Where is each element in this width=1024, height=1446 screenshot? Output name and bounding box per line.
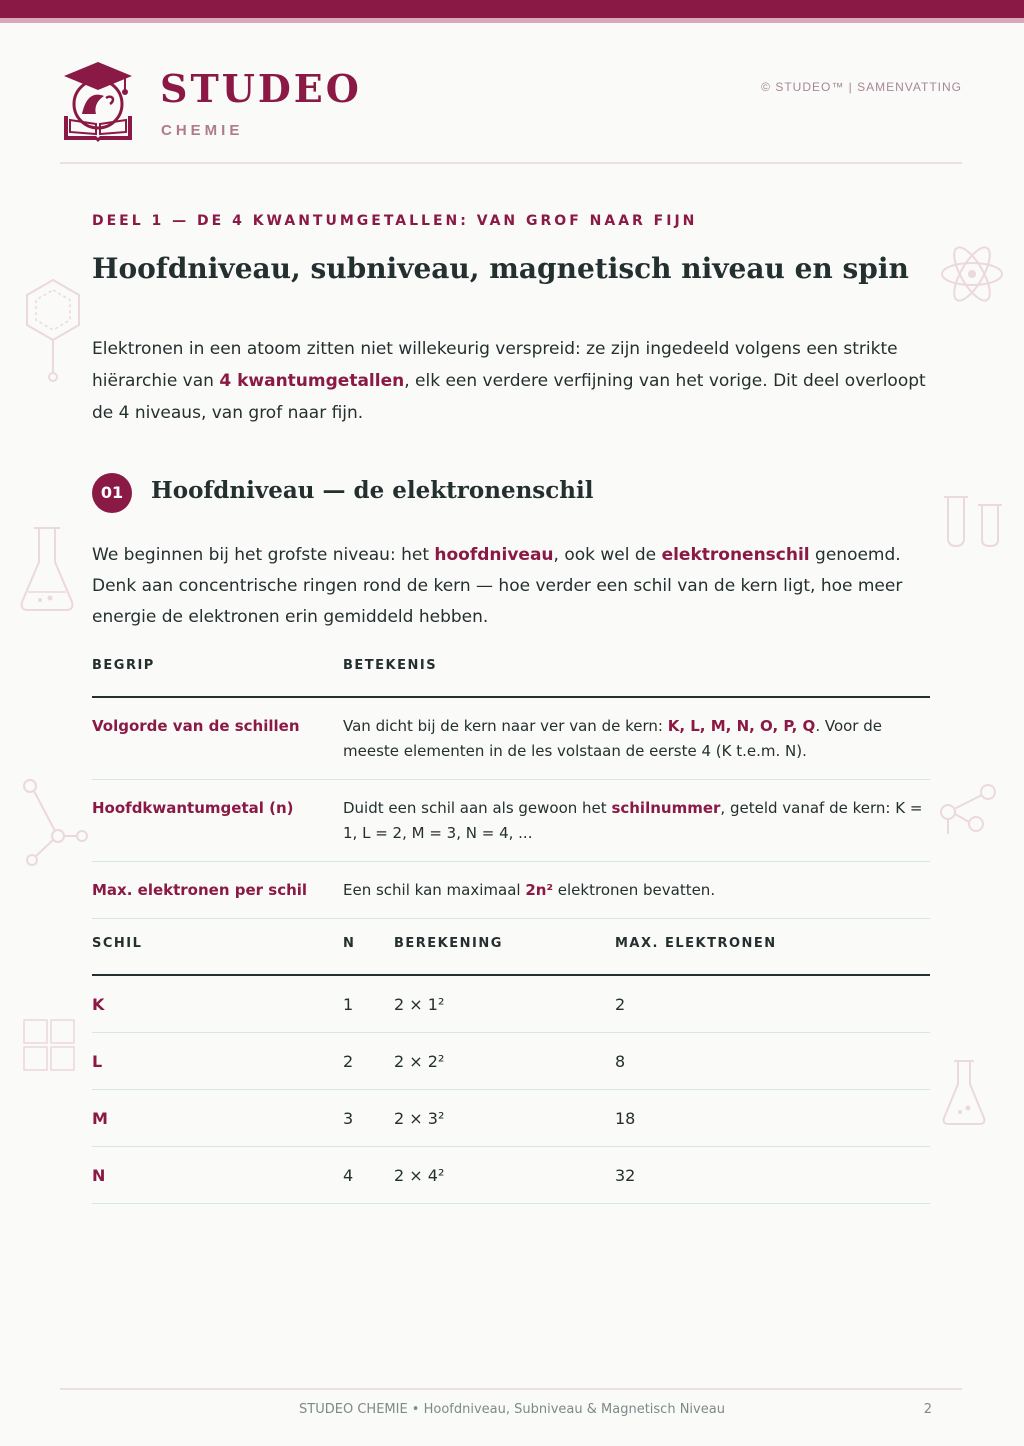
max-cell: 32: [615, 1147, 930, 1204]
top-accent-bar: [0, 0, 1024, 18]
column-header: SCHIL: [92, 928, 343, 975]
table-row: [92, 975, 930, 1033]
table-row: [92, 1033, 930, 1090]
footer-divider: [60, 1388, 962, 1390]
terms-table: [92, 650, 930, 919]
max-cell: 18: [615, 1090, 930, 1147]
column-header: BEGRIP: [92, 650, 343, 697]
term-cell: Hoofdkwantumgetal (n): [92, 780, 343, 862]
periodic-table-icon: [22, 1018, 76, 1072]
n-cell: 4: [343, 1147, 394, 1204]
max-cell: 2: [615, 975, 930, 1033]
section-number-badge: 01: [92, 473, 132, 513]
term-cell: Max. elektronen per schil: [92, 862, 343, 919]
table-row: [92, 780, 930, 862]
definition-cell: Duidt een schil aan als gewoon het schilnummer, geteld vanaf de kern: K = 1, L = 2, M = 3, N = 4, ...: [343, 780, 930, 862]
calc-cell: 2 × 4²: [394, 1147, 615, 1204]
section-title: Hoofdniveau — de elektronenschil: [151, 477, 594, 504]
graduation-book-logo-icon: [60, 60, 136, 144]
section-lead-paragraph: We beginnen bij het grofste niveau: het hoofdniveau, ook wel de elektronenschil genoemd. Denk aan concentrische ringen rond de kern — hoe verder een schil van de kern ligt, hoe meer energie de elektronen erin gemiddeld hebben.: [92, 545, 903, 627]
table-row: [92, 697, 930, 780]
column-header: MAX. ELEKTRONEN: [615, 928, 930, 975]
shell-cell: L: [92, 1033, 343, 1090]
hexagon-molecule-icon: [22, 276, 84, 386]
page-title: Hoofdniveau, subniveau, magnetisch niveau en spin: [92, 252, 909, 285]
share-molecule-icon: [936, 782, 998, 842]
definition-cell: Een schil kan maximaal 2n² elektronen bevatten.: [343, 862, 930, 919]
footer-text: STUDEO CHEMIE • Hoofdniveau, Subniveau & Magnetisch Niveau: [299, 1402, 725, 1417]
brand-name: STUDEO: [160, 66, 362, 111]
brand-subject: CHEMIE: [161, 122, 244, 139]
table-row: [92, 1090, 930, 1147]
intro-highlight: 4 kwantumgetallen: [219, 371, 405, 391]
calc-cell: 2 × 3²: [394, 1090, 615, 1147]
calc-cell: 2 × 1²: [394, 975, 615, 1033]
flask-icon: [18, 526, 76, 614]
intro-paragraph: Elektronen in een atoom zitten niet willekeurig verspreid: ze zijn ingedeeld volgens een strikte hiërarchie van 4 kwantumgetallen, elk een verdere verfijning van het vorige. Dit deel overloopt de 4 niveaus, van grof naar fijn.: [92, 339, 926, 423]
header-meta: © STUDEO™ | SAMENVATTING: [761, 80, 962, 94]
column-header: BETEKENIS: [343, 650, 930, 697]
n-cell: 1: [343, 975, 394, 1033]
shell-cell: N: [92, 1147, 343, 1204]
max-cell: 8: [615, 1033, 930, 1090]
term-cell: Volgorde van de schillen: [92, 697, 343, 780]
column-header: BEREKENING: [394, 928, 615, 975]
header-divider: [60, 162, 962, 164]
n-cell: 2: [343, 1033, 394, 1090]
page-number: 2: [923, 1402, 932, 1417]
column-header: N: [343, 928, 394, 975]
table-row: [92, 1147, 930, 1204]
table-row: [92, 862, 930, 919]
calc-cell: 2 × 2²: [394, 1033, 615, 1090]
shell-cell: M: [92, 1090, 343, 1147]
n-cell: 3: [343, 1090, 394, 1147]
terms-table-header: [92, 650, 930, 697]
top-accent-stripe: [0, 18, 1024, 23]
shells-table: [92, 928, 930, 1204]
shell-cell: K: [92, 975, 343, 1033]
molecule-network-icon: [20, 776, 90, 868]
section-kicker: DEEL 1 — DE 4 KWANTUMGETALLEN: VAN GROF NAAR FIJN: [92, 213, 698, 229]
shells-table-header: [92, 928, 930, 975]
definition-cell: Van dicht bij de kern naar ver van de kern: K, L, M, N, O, P, Q. Voor de meeste elementen in de les volstaan de eerste 4 (K t.e.m. N).: [343, 697, 930, 780]
erlenmeyer-icon: [940, 1058, 988, 1128]
test-tubes-icon: [942, 494, 1006, 550]
